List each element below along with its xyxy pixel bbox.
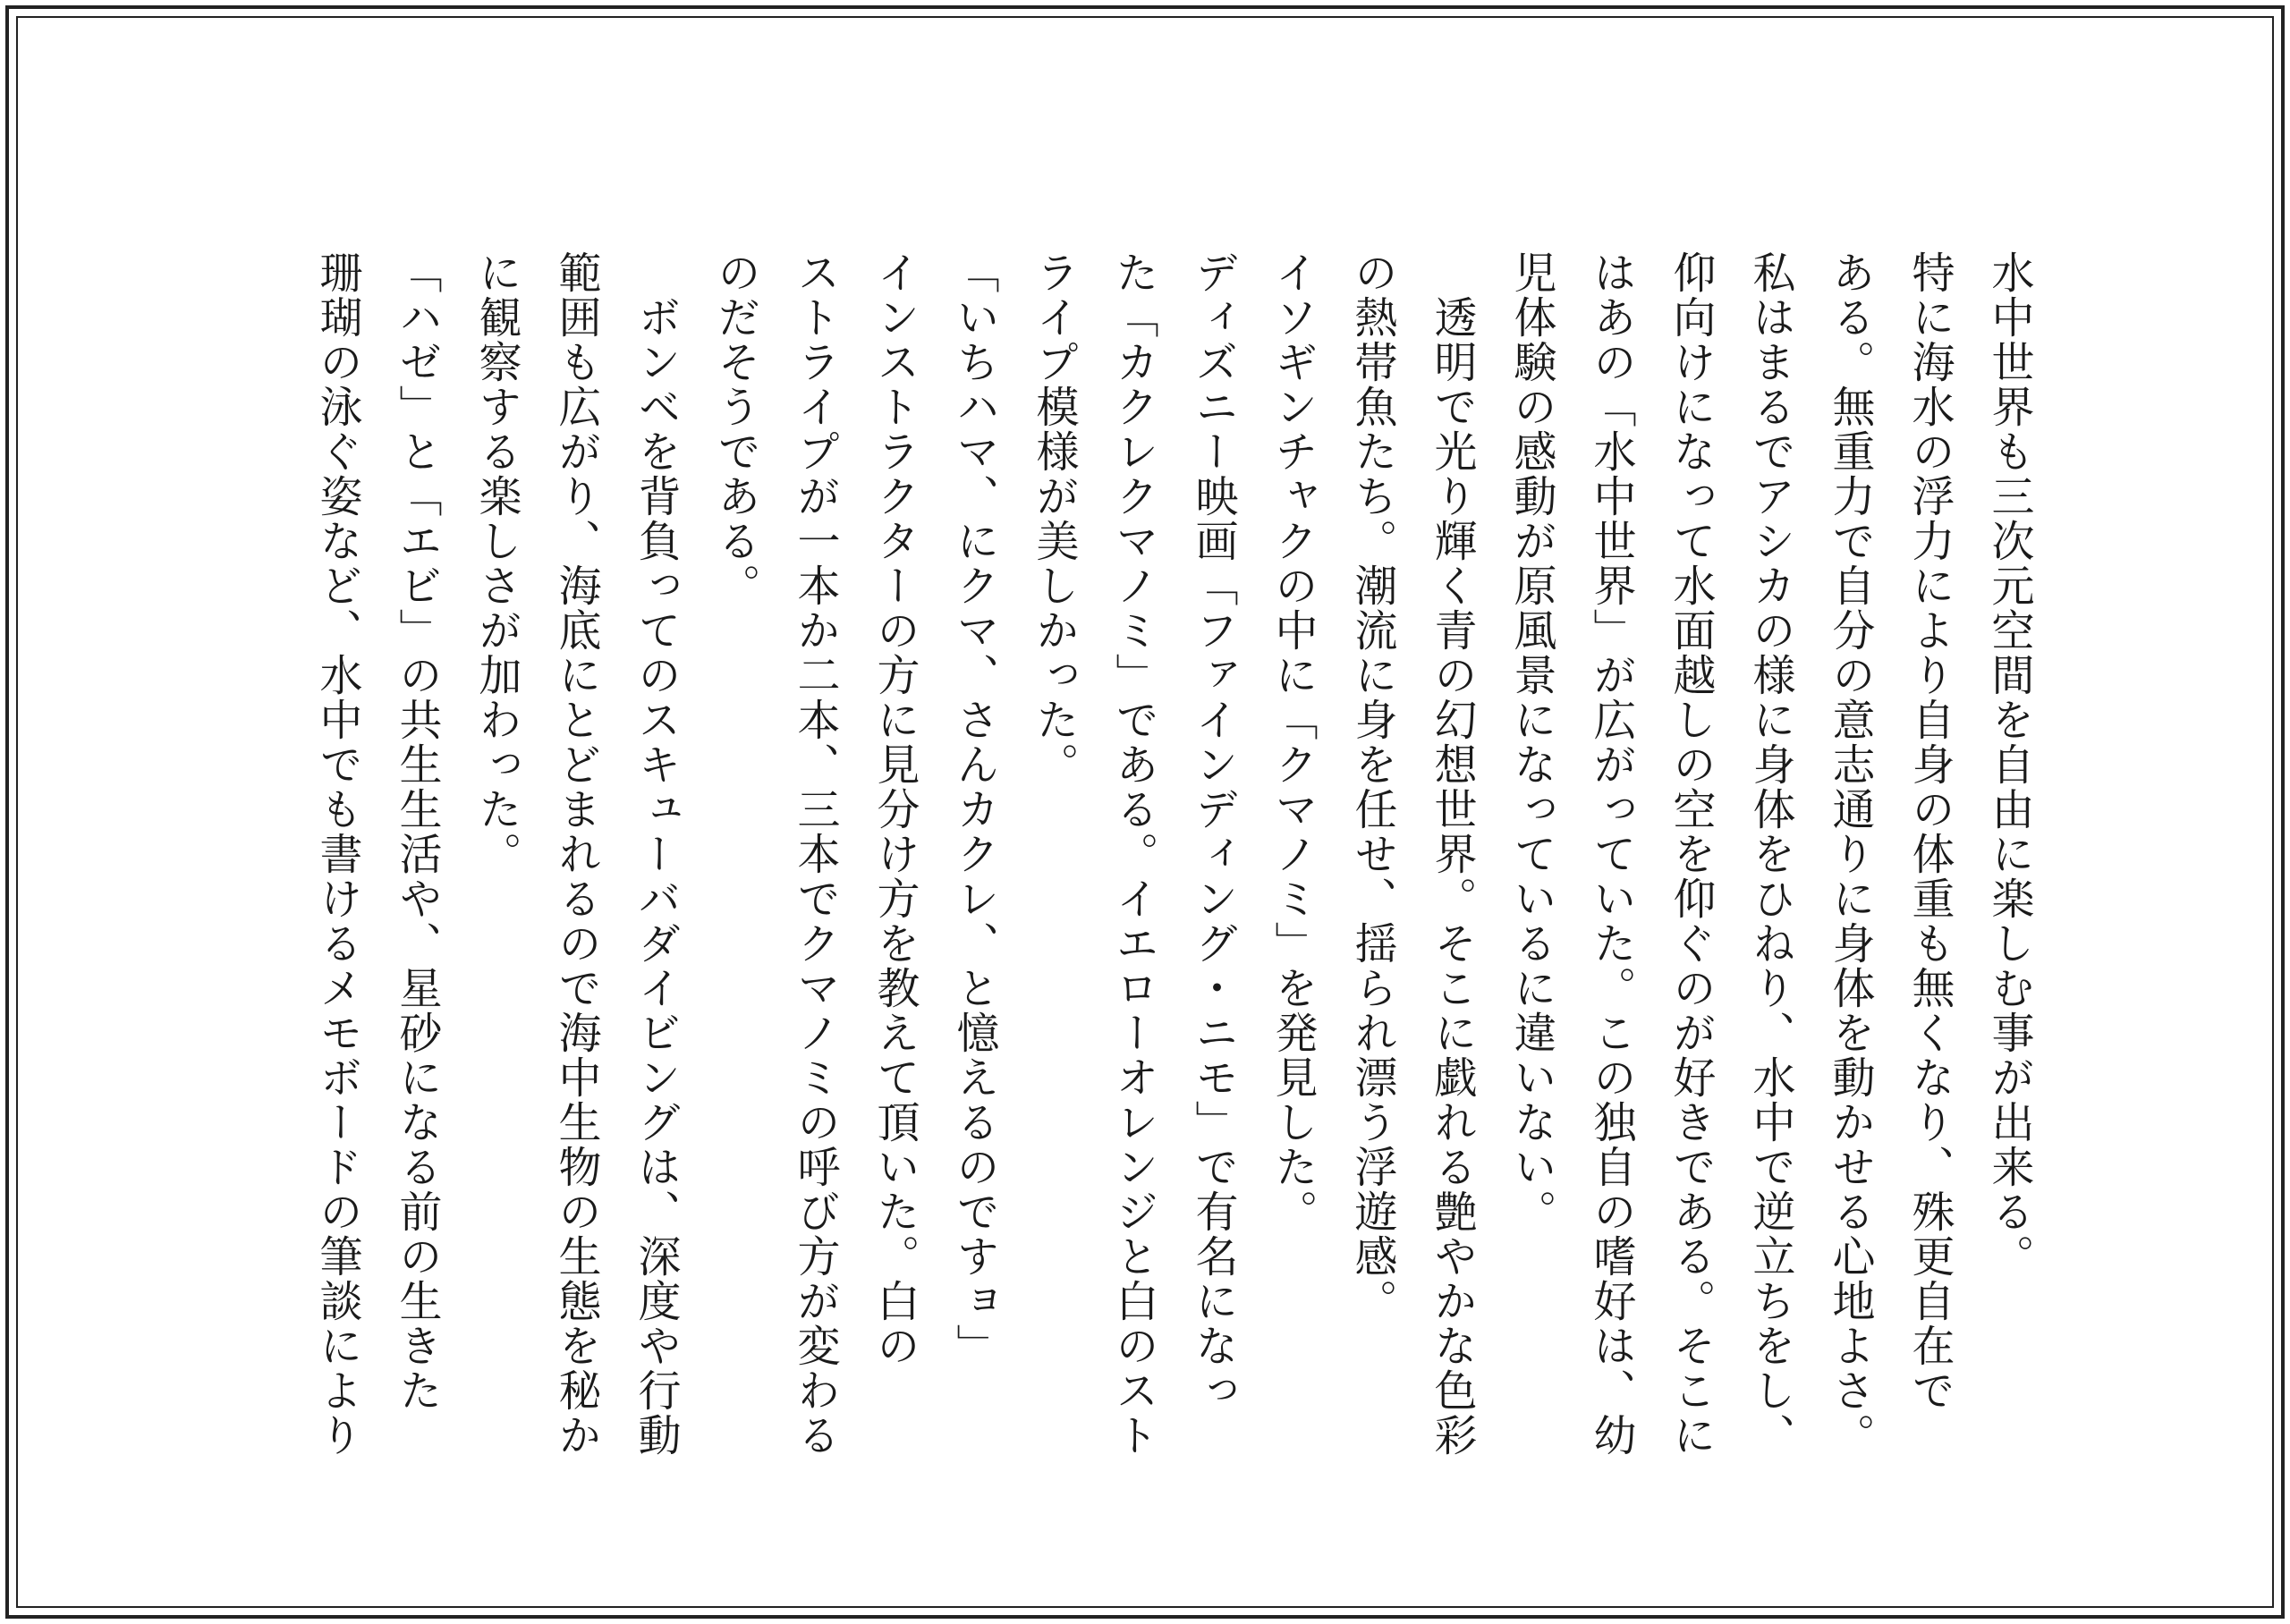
- vertical-text-body: [250, 250, 2048, 1458]
- text-line: 特に海水の浮力により自身の体重も無くなり、殊更自在で: [1904, 250, 1955, 1413]
- text-line: はあの「水中世界」が広がっていた。この独自の嗜好は、幼: [1586, 250, 1636, 1458]
- text-line: ライプ模様が美しかった。: [1029, 250, 1079, 787]
- text-line: 私はまるでアシカの様に身体をひねり、水中で逆立ちをし、: [1745, 250, 1795, 1458]
- text-line: の熱帯魚たち。潮流に身を任せ、揺られ漂う浮遊感。: [1347, 250, 1397, 1324]
- text-line: 珊瑚の泳ぐ姿など、水中でも書けるメモボードの筆談により: [312, 250, 362, 1458]
- text-line: に観察する楽しさが加わった。: [471, 250, 522, 876]
- text-line: 範囲も広がり、海底にとどまれるので海中生物の生態を秘か: [551, 250, 601, 1458]
- text-line: イソギンチャクの中に「クマノミ」を発見した。: [1268, 250, 1318, 1234]
- text-line: ディズニー映画「ファインディング・ニモ」で有名になっ: [1188, 250, 1238, 1413]
- text-line: ある。無重力で自分の意志通りに身体を動かせる心地よさ。: [1825, 250, 1875, 1458]
- text-line: た「カクレクマノミ」である。イエローオレンジと白のスト: [1108, 250, 1158, 1458]
- text-line: 仰向けになって水面越しの空を仰ぐのが好きである。そこに: [1666, 250, 1716, 1458]
- text-line: 「ハゼ」と「エビ」の共生生活や、星砂になる前の生きた: [392, 250, 442, 1413]
- text-line: 透明で光り輝く青の幻想世界。そこに戯れる艶やかな色彩: [1427, 250, 1477, 1458]
- text-line: ストライプが一本か二本、三本でクマノミの呼び方が変わる: [790, 250, 840, 1458]
- text-line: 水中世界も三次元空間を自由に楽しむ事が出来る。: [1984, 250, 2034, 1279]
- text-line: のだそうである。: [710, 250, 760, 608]
- text-line: 児体験の感動が原風景になっているに違いない。: [1506, 250, 1556, 1234]
- text-line: ボンベを背負ってのスキューバダイビングは、深度や行動: [631, 250, 681, 1458]
- text-line: インストラクターの方に見分け方を教えて頂いた。白の: [869, 250, 920, 1368]
- text-line: 「いちハマ、にクマ、さんカクレ、と憶えるのですョ」: [949, 250, 999, 1368]
